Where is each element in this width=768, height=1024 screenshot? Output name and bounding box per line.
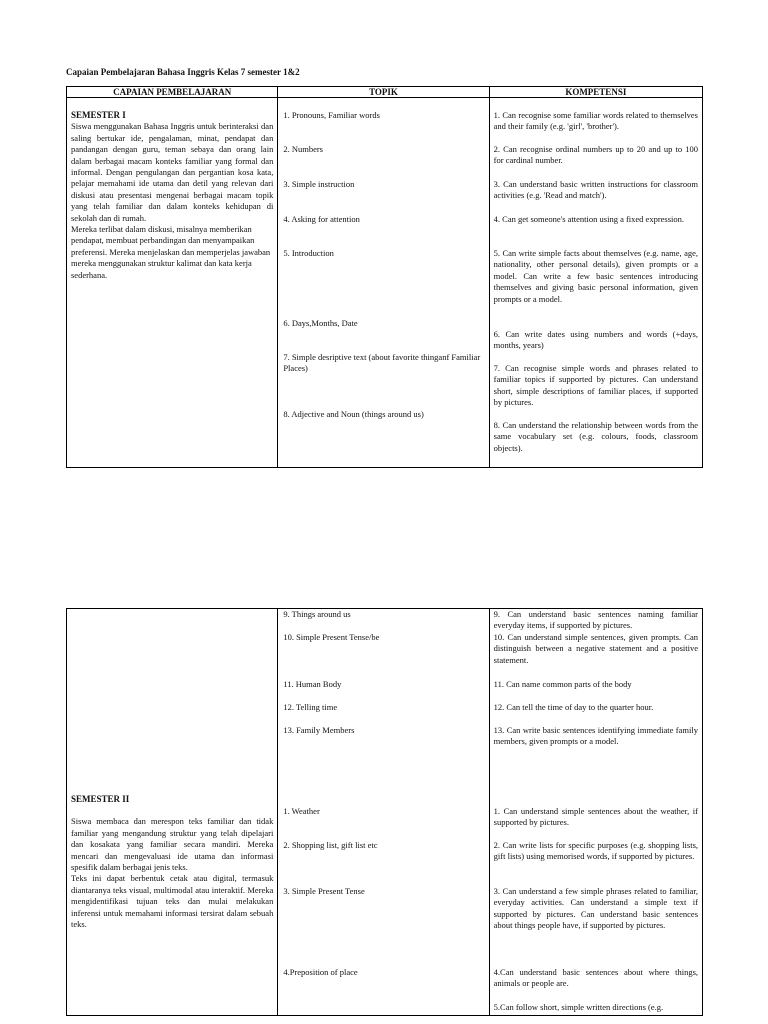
semester-2-paragraph-2: Teks ini dapat berbentuk cetak atau digital, termasuk diantaranya teks visual, multimodal atau interaktif. Mereka mengidentifikasi tujuan teks dan mulai melakukan inferensi untuk memahami informasi tersirat dalam sebuah teks. bbox=[71, 873, 274, 930]
curriculum-table-semester-1 bbox=[66, 86, 703, 468]
topic-item: 1. Weather bbox=[283, 806, 320, 816]
kompetensi-cell-continued bbox=[489, 609, 702, 1016]
header-capaian-pembelajaran: CAPAIAN PEMBELAJARAN bbox=[67, 87, 278, 98]
kompetensi-item: 7. Can recognise simple words and phrases related to familiar topics if supported by pictures. Can understand short, simple descriptions of familiar places, if supported by pictures. bbox=[493, 363, 698, 408]
header-kompetensi: KOMPETENSI bbox=[489, 87, 702, 98]
kompetensi-item: 3. Can understand basic written instructions for classroom activities (e.g. 'Read and match'). bbox=[493, 179, 698, 201]
kompetensi-item: 5. Can write simple facts about themselves (e.g. name, age, nationality, other personal details), given prompts or a model. Can write a few basic sentences introducing themselves and giving basic personal information, given prompts or a model. bbox=[493, 248, 698, 304]
kompetensi-item: 3. Can understand a few simple phrases related to familiar, everyday activities. Can understand a simple text if supported by pictures. Can understand basic sentences about things people have, if supported by pictures. bbox=[493, 886, 698, 931]
topic-item: 12. Telling time bbox=[283, 702, 338, 712]
semester-2-heading: SEMESTER II bbox=[71, 794, 130, 804]
kompetensi-item: 4. Can get someone's attention using a fixed expression. bbox=[493, 214, 685, 224]
topic-item: 2. Shopping list, gift list etc bbox=[283, 840, 378, 850]
topic-item: 7. Simple desriptive text (about favorite thinganf Familiar Places) bbox=[283, 352, 481, 374]
kompetensi-item: 12. Can tell the time of day to the quarter hour. bbox=[493, 702, 654, 712]
cp-cell-semester-2 bbox=[67, 609, 278, 1016]
kompetensi-item: 2. Can write lists for specific purposes (e.g. shopping lists, gift lists) using memorised words, if supported by pictures. bbox=[493, 840, 698, 862]
topic-item: 9. Things around us bbox=[283, 609, 351, 619]
kompetensi-item: 10. Can understand simple sentences, given prompts. Can distinguish between a negative statement and a positive statement. bbox=[493, 632, 698, 665]
topic-item: 10. Simple Present Tense/be bbox=[283, 632, 380, 642]
topic-item: 2. Numbers bbox=[283, 144, 323, 154]
kompetensi-item: 9. Can understand basic sentences naming familiar everyday items, if supported by pictures. bbox=[493, 609, 698, 631]
topic-item: 3. Simple Present Tense bbox=[283, 886, 365, 896]
kompetensi-item: 8. Can understand the relationship between words from the same vocabulary set (e.g. colours, foods, classroom objects). bbox=[493, 420, 698, 453]
semester-1-paragraph-2: Mereka terlibat dalam diskusi, misalnya memberikan pendapat, membuat perbandingan dan menyampaikan preferensi. Mereka menjelaskan dan memperjelas jawaban mereka menggunakan struktur kalimat dan kata kerja sederhana. bbox=[71, 224, 271, 280]
topic-item: 3. Simple instruction bbox=[283, 179, 355, 189]
kompetensi-item: 11. Can name common parts of the body bbox=[493, 679, 632, 689]
kompetensi-item: 4.Can understand basic sentences about where things, animals or people are. bbox=[493, 967, 698, 989]
semester-1-paragraph-1: Siswa menggunakan Bahasa Inggris untuk berinteraksi dan saling bertukar ide, pengalaman, minat, pendapat dan pandangan dengan guru, teman sebaya dan orang lain dalam berbagai macam konteks familiar yang formal dan informal. Dengan pengulangan dan pergantian kosa kata, pelajar memahami ide utama dan detil yang relevan dari diskusi atau presentasi mengenai berbagai macam topik yang telah familiar dan dalam konteks kehidupan di sekolah dan di rumah. bbox=[71, 121, 274, 223]
header-topik: TOPIK bbox=[278, 87, 489, 98]
table-row bbox=[67, 98, 703, 468]
topic-item: 11. Human Body bbox=[283, 679, 342, 689]
topic-item: 1. Pronouns, Familiar words bbox=[283, 110, 380, 120]
kompetensi-cell-semester-1 bbox=[489, 98, 702, 468]
topic-item: 4.Preposition of place bbox=[283, 967, 358, 977]
topic-item: 6. Days,Months, Date bbox=[283, 318, 358, 328]
curriculum-table-continued bbox=[66, 608, 703, 1016]
semester-1-heading: SEMESTER I bbox=[71, 110, 126, 120]
kompetensi-item: 5.Can follow short, simple written directions (e.g. bbox=[493, 1002, 664, 1012]
kompetensi-item: 1. Can understand simple sentences about the weather, if supported by pictures. bbox=[493, 806, 698, 828]
topic-item: 4. Asking for attention bbox=[283, 214, 360, 224]
cp-cell-semester-1 bbox=[67, 98, 278, 468]
topik-cell-semester-1 bbox=[278, 98, 489, 468]
table-row bbox=[67, 609, 703, 1016]
kompetensi-item: 1. Can recognise some familiar words related to themselves and their family (e.g. 'girl', 'brother'). bbox=[493, 110, 698, 132]
semester-2-paragraph-1: Siswa membaca dan merespon teks familiar dan tidak familiar yang mengandung struktur yang telah dipelajari dan kosakata yang familiar secara mandiri. Mereka mencari dan mengevaluasi ide utama dan informasi spesifik dalam berbagai jenis teks. bbox=[71, 816, 274, 873]
kompetensi-item: 2. Can recognise ordinal numbers up to 20 and up to 100 for cardinal number. bbox=[493, 144, 698, 166]
topic-item: 5. Introduction bbox=[283, 248, 334, 258]
topic-item: 13. Family Members bbox=[283, 725, 355, 735]
table-header-row bbox=[67, 87, 703, 98]
topic-item: 8. Adjective and Noun (things around us) bbox=[283, 409, 424, 419]
document-title: Capaian Pembelajaran Bahasa Inggris Kelas 7 semester 1&2 bbox=[66, 67, 300, 77]
topik-cell-continued bbox=[278, 609, 489, 1016]
kompetensi-item: 6. Can write dates using numbers and words (+days, months, years) bbox=[493, 329, 698, 351]
kompetensi-item: 13. Can write basic sentences identifying immediate family members, given prompts or a model. bbox=[493, 725, 698, 747]
